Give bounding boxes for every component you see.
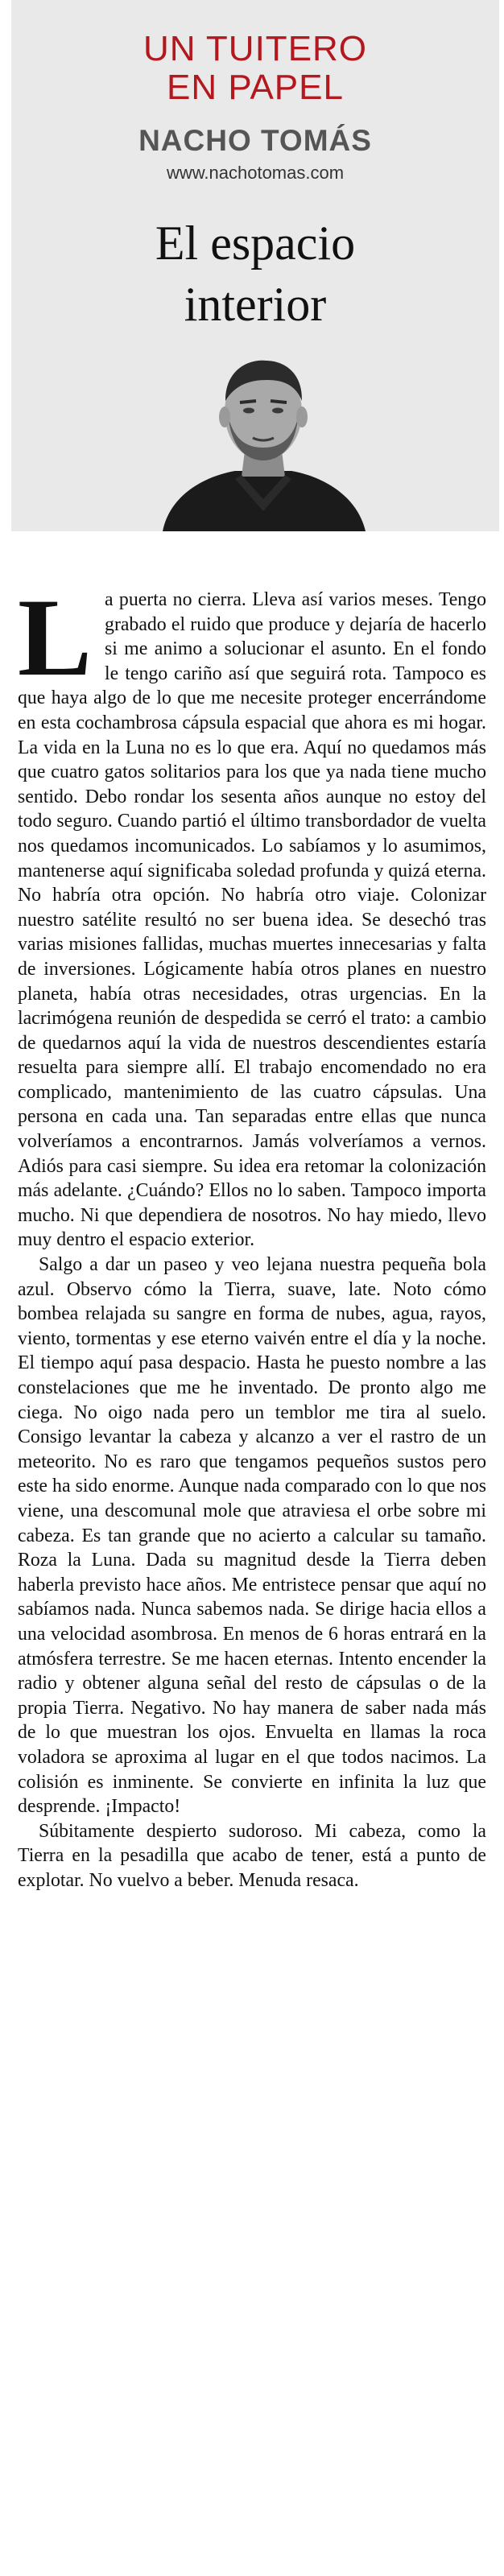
paragraph-1-text: a puerta no cierra. Lleva así varios meses. Tengo grabado el ruido que produce y dejaría de hacerlo si me animo a solucionar el asunto. En el fondo le tengo cariño así que seguirá rota. Tampoco es que haya algo de lo que me necesite proteger encerrándome en esta cochambrosa cápsula espacial que ahora es mi hogar. La vida en la Luna no es lo que era. Aquí no quedamos más que cuatro gatos solitarios para los que ya nada tiene mucho sentido. Debo rondar los sesenta años aunque no estoy del todo seguro. Cuando partió el último transbordador de vuelta nos quedamos incomunicados. Lo sabíamos y lo asumimos, mantenerse aquí significaba soledad profunda y quizá eterna. No habría otra opción. No habría otro viaje. Colonizar nuestro satélite resultó no ser buena idea. Se desechó tras varias misiones fallidas, muchas muertes innecesarias y falta de inversiones. Lógicamente había otros planes en nuestro planeta, había otras necesidades, otras urgencias. En la lacrimógena reunión de despedida se cerró el trato: a cambio de quedarnos aquí la vida de nuestros descendientes estaría resuelta para siempre allí. El trabajo encomendado no era complicado, mantenimiento de las cuatro cápsulas. Una persona en cada una. Tan separadas entre ellas que nunca volveríamos a encontrarnos. Jamás volveríamos a vernos. Adiós para casi siempre. Su idea era retomar la colonización más adelante. ¿Cuándo? Ellos no lo saben. Tampoco importa mucho. Ni que dependiera de nosotros. No hay miedo, llevo muy dentro el espacio exterior.: [18, 589, 486, 1251]
section-kicker-line1: UN TUITERO: [143, 29, 368, 68]
article-title-line1: El espacio: [155, 217, 356, 270]
paragraph-1: [18, 576, 486, 1253]
article-body: [18, 576, 486, 1893]
article-title-line2: interior: [184, 278, 327, 331]
paragraph-3: Súbitamente despierto sudoroso. Mi cabeza, como la Tierra en la pesadilla que acabo de tener, está a punto de explotar. No vuelvo a beber. Menuda resaca.: [18, 1820, 486, 1891]
drop-cap: L: [18, 576, 93, 699]
section-kicker-line2: EN PAPEL: [167, 68, 344, 107]
paragraph-2: Salgo a dar un paseo y veo lejana nuestra pequeña bola azul. Observo cómo la Tierra, suave, late. Noto cómo bombea relajada su sangre en forma de nubes, agua, rayos, viento, tormentas y ese eterno vaivén entre el día y la noche. El tiempo aquí pasa despacio. Hasta he puesto nombre a las constelaciones que me he inventado. De pronto algo me ciega. No oigo nada pero un temblor me tira al suelo. Consigo levantar la cabeza y alcanzo a ver el rastro de un meteorito. No es raro que tengamos pequeños sustos pero este ha sido enorme. Aunque nada comparado con lo que nos viene, una descomunal mole que atraviesa el orbe sobre mi cabeza. Es tan grande que no acierto a calcular su tamaño. Roza la Luna. Dada su magnitud desde la Tierra deben haberla previsto hace años. Me entristece pensar que aquí no sabíamos nada. Nunca sabemos nada. Se dirige hacia ellos a una velocidad asombrosa. En menos de 6 horas entrará en la atmósfera terrestre. Se me hacen eternas. Intento encender la radio y obtener alguna señal del resto de cápsulas o de la propia Tierra. Negativo. No hay manera de saber nada más de lo que muestran los ojos. Envuelta en llamas la roca voladora se aproxima al lugar en el que todos nacimos. La colisión es inminente. Se convierte en infinita la luz que desprende. ¡Impacto!: [18, 1254, 486, 1818]
author-portrait-illustration: [155, 354, 372, 531]
author-photo: [155, 354, 372, 531]
author-name: NACHO TOMÁS: [138, 124, 372, 157]
author-website: www.nachotomas.com: [166, 163, 345, 183]
column-header: [11, 0, 499, 531]
